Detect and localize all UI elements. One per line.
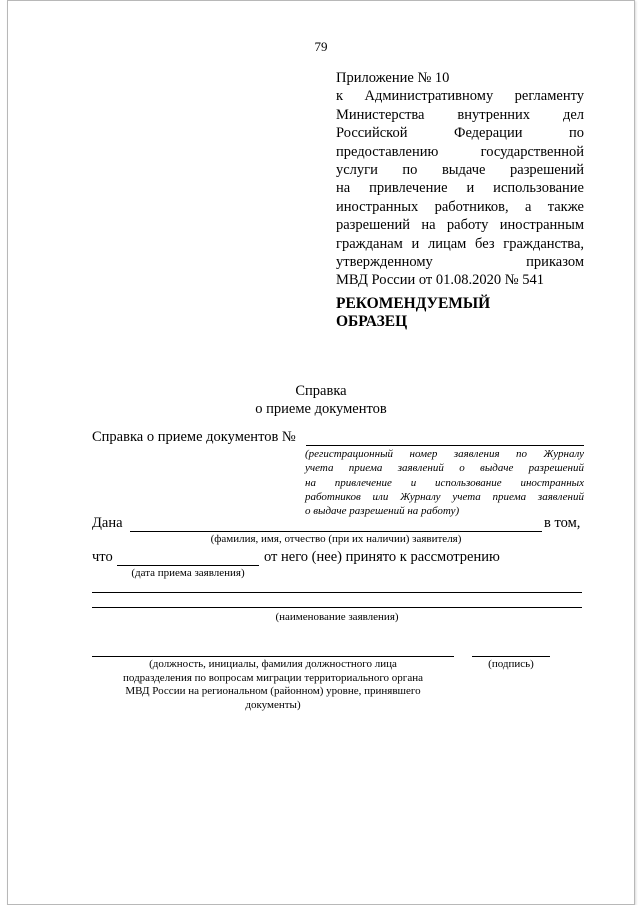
appendix-line: услуги по выдаче разрешений <box>336 161 584 178</box>
appendix-line: Министерства внутренних дел <box>336 106 584 123</box>
official-hint-line: (должность, инициалы, фамилия должностного лица <box>149 658 397 670</box>
hint-line: о выдаче разрешений на работу) <box>305 505 460 518</box>
accepted-text: от него (нее) принято к рассмотрению <box>264 549 500 565</box>
appendix-block <box>336 69 584 290</box>
hint-line: работников или Журналу учета приема заявлений <box>305 490 584 503</box>
receipt-number-field[interactable] <box>306 445 584 446</box>
appendix-line: на привлечение и использование <box>336 180 584 197</box>
receipt-number-label: Справка о приеме документов № <box>92 429 296 445</box>
sample-mark <box>336 295 490 331</box>
appendix-line: МВД России от 01.08.2020 № 541 <box>336 272 544 289</box>
signature-hint: (подпись) <box>488 658 534 670</box>
application-name-field[interactable] <box>92 592 582 593</box>
acceptance-date-field[interactable] <box>117 565 259 566</box>
page-number: 79 <box>314 39 328 54</box>
document-page <box>7 0 635 905</box>
appendix-line: Российской Федерации по <box>336 125 584 142</box>
appendix-line: иностранных работников, а также <box>336 198 584 215</box>
appendix-line: утвержденному приказом <box>336 253 584 270</box>
document-title-line: Справка <box>295 383 347 399</box>
document-subtitle-line: о приеме документов <box>255 401 387 417</box>
official-hint <box>92 658 454 712</box>
appendix-line: к Административному регламенту <box>336 88 584 105</box>
official-hint-line: МВД России на региональном (районном) уровне, принявшего <box>125 685 421 697</box>
applicant-name-hint: (фамилия, имя, отчество (при их наличии) заявителя) <box>210 533 462 545</box>
appendix-line: Приложение № 10 <box>336 70 450 86</box>
given-suffix: в том, <box>544 515 581 531</box>
sample-mark-line: ОБРАЗЕЦ <box>336 313 408 330</box>
given-label: Дана <box>92 515 123 531</box>
that-label: что <box>92 549 113 565</box>
appendix-line: предоставлению государственной <box>336 143 584 160</box>
official-hint-line: подразделения по вопросам миграции территориального органа <box>123 671 423 684</box>
application-name-field-2[interactable] <box>92 607 582 608</box>
receipt-number-hint <box>305 447 584 518</box>
official-field[interactable] <box>92 656 454 657</box>
sample-mark-line: РЕКОМЕНДУЕМЫЙ <box>336 295 491 312</box>
signature-field[interactable] <box>472 656 550 657</box>
appendix-line: гражданам и лицам без гражданства, <box>336 235 584 252</box>
official-hint-line: документы) <box>245 698 301 711</box>
hint-line: учета приема заявлений о выдаче разрешений <box>305 462 584 475</box>
hint-line: на привлечение и использование иностранных <box>305 476 584 489</box>
applicant-name-field[interactable] <box>130 531 542 532</box>
acceptance-date-hint: (дата приема заявления) <box>131 567 245 579</box>
hint-line: (регистрационный номер заявления по Журналу <box>305 448 584 460</box>
appendix-line: разрешений на работу иностранным <box>336 217 584 234</box>
application-name-hint: (наименование заявления) <box>275 611 399 623</box>
document-title <box>8 382 634 418</box>
